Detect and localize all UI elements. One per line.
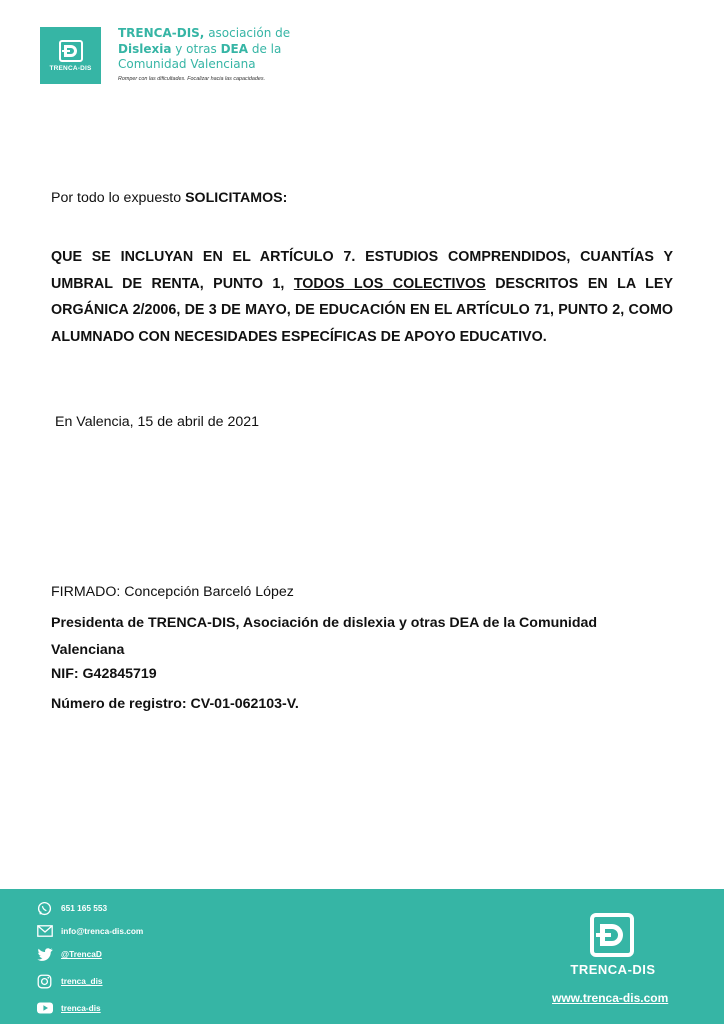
registry-line: Número de registro: CV-01-062103-V. bbox=[51, 696, 299, 712]
signed-line: FIRMADO: Concepción Barceló López bbox=[51, 584, 294, 600]
instagram-icon bbox=[36, 974, 53, 988]
nif-line: NIF: G42845719 bbox=[51, 666, 157, 682]
contact-phone[interactable]: 651 165 553 bbox=[36, 901, 107, 915]
date-line: En Valencia, 15 de abril de 2021 bbox=[55, 414, 260, 430]
trenca-dis-logo-icon bbox=[590, 913, 634, 957]
organization-name: TRENCA-DIS, asociación de Dislexia y otras DEA de la Comunidad Valenciana bbox=[118, 26, 291, 71]
contact-youtube[interactable]: trenca-dis bbox=[36, 1001, 101, 1015]
intro-line: Por todo lo expuesto SOLICITAMOS: bbox=[51, 190, 288, 206]
position-line: Presidenta de TRENCA-DIS, Asociación de dislexia y otras DEA de la Comunidad Valenciana bbox=[51, 615, 598, 658]
contact-twitter[interactable]: @TrencaD bbox=[36, 947, 102, 961]
footer-brand: TRENCA-DIS bbox=[570, 962, 656, 977]
mail-icon bbox=[36, 924, 53, 938]
tagline: Romper con las dificultades. Focalizar hacia las capacidades. bbox=[118, 76, 266, 82]
request-paragraph: QUE SE INCLUYAN EN EL ARTÍCULO 7. ESTUDIOS COMPRENDIDOS, CUANTÍAS Y UMBRAL DE RENTA, PUNTO 1, TODOS LOS COLECTIVOS DESCRITOS EN LA LEY ORGÁNICA 2/2006, DE 3 DE MAYO, DE EDUCACIÓN EN EL ARTÍCULO 71, PUNTO 2, COMO ALUMNADO CON NECESIDADES ESPECÍFICAS DE APOYO EDUCATIVO. bbox=[51, 249, 673, 345]
trenca-dis-logo-icon bbox=[59, 40, 83, 62]
contact-instagram[interactable]: trenca_dis bbox=[36, 974, 103, 988]
twitter-icon bbox=[36, 947, 53, 961]
footer-logo bbox=[590, 913, 634, 962]
header-logo bbox=[40, 27, 101, 84]
contact-email[interactable]: info@trenca-dis.com bbox=[36, 924, 143, 938]
logo-label: TRENCA-DIS bbox=[49, 64, 92, 72]
website-link[interactable]: www.trenca-dis.com bbox=[552, 991, 669, 1005]
whatsapp-icon bbox=[36, 901, 53, 915]
underlined-collectives: TODOS LOS COLECTIVOS bbox=[293, 275, 486, 292]
youtube-icon bbox=[36, 1001, 53, 1015]
